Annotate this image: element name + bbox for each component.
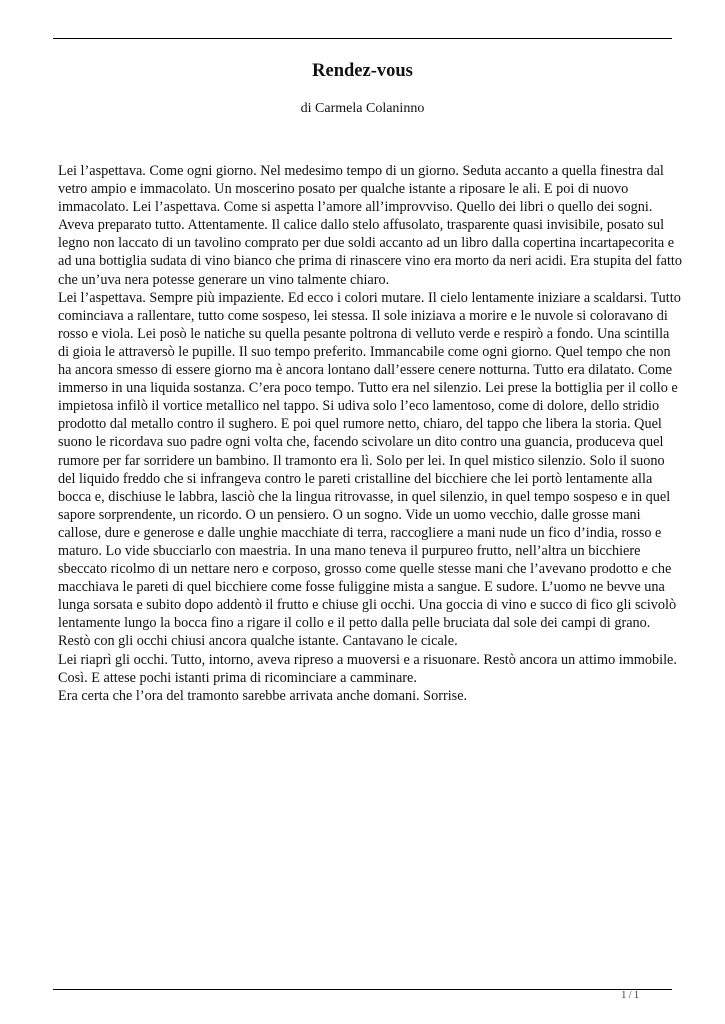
document-title: Rendez-vous bbox=[312, 61, 413, 81]
body-text bbox=[58, 162, 683, 705]
footer-rule bbox=[53, 989, 672, 990]
header-rule bbox=[53, 38, 672, 39]
paragraph-1: Lei l’aspettava. Come ogni giorno. Nel medesimo tempo di un giorno. Seduta accanto a quella finestra dal vetro ampio e immacolato. Un moscerino posato per qualche istante a riposare le ali. E poi di nuovo immacolato. Lei l’aspettava. Come si aspetta l’amore all’improvviso. Quello dei libri o quello dei sogni. Aveva preparato tutto. Attentamente. Il calice dallo stelo affusolato, trasparente quasi invisibile, posato sul legno non laccato di un tavolino comprato per due soldi accanto ad un libro dalla copertina incartapecorita e ad una bottiglia sudata di vino bianco che prima di rinascere vino era morto da neri acidi. Era stupita del fatto che un’uva nera potesse generare un vino talmente chiaro. bbox=[58, 163, 683, 288]
paragraph-2: Lei l’aspettava. Sempre più impaziente. Ed ecco i colori mutare. Il cielo lentamente iniziare a scaldarsi. Tutto cominciava a rallentare, tutto come sospeso, lei stessa. Il sole iniziava a morire e le nuvole si coloravano di rosso e viola. Lei posò le natiche su quella pesante poltrona di velluto verde e respirò a fondo. Una scintilla di gioia le attraversò le pupille. Il suo tempo preferito. Immancabile come ogni giorno. Quel tempo che non ha ancora smesso di essere giorno ma è ancora lontano dall’essere cenere notturna. Tutto era dilatato. Come immerso in una liquida sostanza. C’era poco tempo. Tutto era nel silenzio. Lei prese la bottiglia per il collo e impietosa infilò il vortice metallico nel tappo. Si udiva solo l’eco lamentoso, come di dolore, dello stridio prodotto dal metallo contro il sughero. E poi quel rumore netto, chiaro, del tappo che libera la storia. Quel suono le ricordava suo padre ogni volta che, facendo scivolare un dito contro una guancia, produceva quel rumore per far sorridere un bambino. Il tramonto era lì. Solo per lei. In quel mistico silenzio. Solo il suono del liquido freddo che si infrangeva contro le pareti cristalline del bicchiere che lei portò lentamente alla bocca e, dischiuse le labbra, lasciò che la lingua ritrovasse, in quel silenzio, in quel tempo sospeso e in quel sapore sorprendente, un ricordo. O un pensiero. O un sogno. Vide un uomo vecchio, dalle grosse mani callose, dure e generose e dalle unghie macchiate di terra, raccogliere a mani nude un fico d’india, rosso e maturo. Lo vide sbucciarlo con maestria. In una mano teneva il purpureo frutto, nell’altra un bicchiere sbeccato ricolmo di un nettare nero e corposo, grosso come quelle stesse mani che l’avevano prodotto e che macchiava le pareti di quel bicchiere come fosse fuliggine mista a sangue. E sudore. L’uomo ne bevve una lunga sorsata e subito dopo addentò il frutto e chiuse gli occhi. Una goccia di vino e succo di fico gli scivolò lentamente lungo la bocca fino a rigare il collo e il petto dalla pelle bruciata dal sole dei campi di grano. Restò con gli occhi chiusi ancora qualche istante. Cantavano le cicale. bbox=[58, 289, 681, 650]
author-line: di Carmela Colaninno bbox=[300, 101, 425, 116]
page-number: 1 / 1 bbox=[621, 990, 639, 1001]
paragraph-3: Lei riaprì gli occhi. Tutto, intorno, aveva ripreso a muoversi e a risuonare. Restò ancora un attimo immobile. Così. E attese pochi istanti prima di ricominciare a camminare. bbox=[58, 651, 677, 686]
paragraph-4: Era certa che l’ora del tramonto sarebbe arrivata anche domani. Sorrise. bbox=[58, 687, 468, 704]
